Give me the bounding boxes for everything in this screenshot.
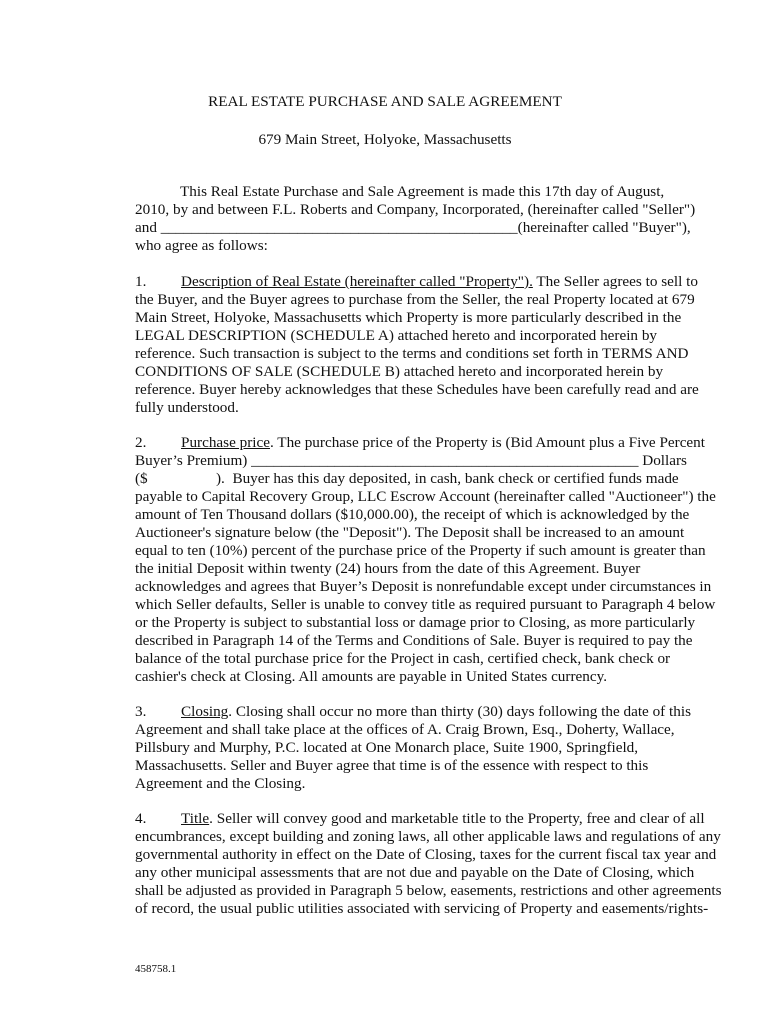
section-text: The Seller agrees to sell to bbox=[532, 273, 698, 290]
section-first-line bbox=[181, 703, 691, 721]
section-number: 2. bbox=[135, 434, 147, 451]
section-line: Agreement and the Closing. bbox=[135, 775, 306, 792]
section-line: fully understood. bbox=[135, 399, 239, 416]
section-line: which Seller defaults, Seller is unable to convey title as required pursuant to Paragraph 4 below bbox=[135, 596, 716, 613]
intro-line: 2010, by and between F.L. Roberts and Company, Incorporated, (hereinafter called "Seller") bbox=[135, 201, 696, 218]
section-line: reference. Such transaction is subject to the terms and conditions set forth in TERMS AND bbox=[135, 345, 689, 362]
intro-line: who agree as follows: bbox=[135, 237, 268, 254]
section-line: reference. Buyer hereby acknowledges that these Schedules have been carefully read and are bbox=[135, 381, 699, 398]
document-title: REAL ESTATE PURCHASE AND SALE AGREEMENT bbox=[208, 93, 562, 110]
property-address: 679 Main Street, Holyoke, Massachusetts bbox=[258, 131, 512, 148]
section-text: . Closing shall occur no more than thirty (30) days following the date of this bbox=[228, 703, 691, 720]
section-text: . Seller will convey good and marketable title to the Property, free and clear of all bbox=[209, 810, 705, 827]
section-number: 1. bbox=[135, 273, 147, 290]
section-line: acknowledges and agrees that Buyer’s Deposit is nonrefundable except under circumstances in bbox=[135, 578, 712, 595]
section-line: Main Street, Holyoke, Massachusetts which Property is more particularly described in the bbox=[135, 309, 682, 326]
section-line: Massachusetts. Seller and Buyer agree that time is of the essence with respect to this bbox=[135, 757, 649, 774]
section-heading: Title bbox=[181, 810, 210, 827]
section-line: ($ ). Buyer has this day deposited, in cash, bank check or certified funds made bbox=[135, 470, 679, 487]
section-line: cashier's check at Closing. All amounts are payable in United States currency. bbox=[135, 668, 607, 685]
section-line: payable to Capital Recovery Group, LLC Escrow Account (hereinafter called "Auctioneer") the bbox=[135, 488, 716, 505]
section-text: . The purchase price of the Property is (Bid Amount plus a Five Percent bbox=[269, 434, 705, 451]
intro-line: and _______________________________________________(hereinafter called "Buyer"), bbox=[135, 219, 691, 236]
section-line: amount of Ten Thousand dollars ($10,000.00), the receipt of which is acknowledged by the bbox=[135, 506, 690, 523]
section-line: Agreement and shall take place at the offices of A. Craig Brown, Esq., Doherty, Wallace, bbox=[135, 721, 675, 738]
section-heading: Description of Real Estate (hereinafter called "Property"). bbox=[181, 273, 533, 290]
section-line: described in Paragraph 14 of the Terms and Conditions of Sale. Buyer is required to pay the bbox=[135, 632, 693, 649]
section-heading: Closing bbox=[181, 703, 229, 720]
section-first-line bbox=[181, 810, 705, 828]
section-line: the initial Deposit within twenty (24) hours from the date of this Agreement. Buyer bbox=[135, 560, 641, 577]
section-line: balance of the total purchase price for the Project in cash, certified check, bank check or bbox=[135, 650, 671, 667]
section-line: equal to ten (10%) percent of the purchase price of the Property if such amount is greater than bbox=[135, 542, 706, 559]
intro-line: This Real Estate Purchase and Sale Agreement is made this 17th day of August, bbox=[180, 183, 665, 200]
section-line: Buyer’s Premium) ___________________________________________________ Dollars bbox=[135, 452, 687, 469]
section-line: governmental authority in effect on the Date of Closing, taxes for the current fiscal tax year and bbox=[135, 846, 717, 863]
section-line: of record, the usual public utilities associated with servicing of Property and easements/rights- bbox=[135, 900, 709, 917]
section-line: CONDITIONS OF SALE (SCHEDULE B) attached hereto and incorporated herein by bbox=[135, 363, 664, 380]
section-first-line bbox=[181, 273, 698, 291]
section-first-line bbox=[181, 434, 705, 452]
section-line: any other municipal assessments that are not due and payable on the Date of Closing, which bbox=[135, 864, 695, 881]
section-number: 4. bbox=[135, 810, 147, 827]
section-number: 3. bbox=[135, 703, 147, 720]
document-footer-id: 458758.1 bbox=[135, 963, 177, 975]
section-line: Pillsbury and Murphy, P.C. located at One Monarch place, Suite 1900, Springfield, bbox=[135, 739, 639, 756]
section-line: Auctioneer's signature below (the "Deposit"). The Deposit shall be increased to an amount bbox=[135, 524, 685, 541]
section-line: LEGAL DESCRIPTION (SCHEDULE A) attached hereto and incorporated herein by bbox=[135, 327, 658, 344]
section-line: or the Property is subject to substantial loss or damage prior to Closing, as more particularly bbox=[135, 614, 696, 631]
section-heading: Purchase price bbox=[181, 434, 270, 451]
section-line: shall be adjusted as provided in Paragraph 5 below, easements, restrictions and other agreements bbox=[135, 882, 722, 899]
section-line: encumbrances, except building and zoning laws, all other applicable laws and regulations of any bbox=[135, 828, 721, 845]
section-line: the Buyer, and the Buyer agrees to purchase from the Seller, the real Property located at 679 bbox=[135, 291, 695, 308]
